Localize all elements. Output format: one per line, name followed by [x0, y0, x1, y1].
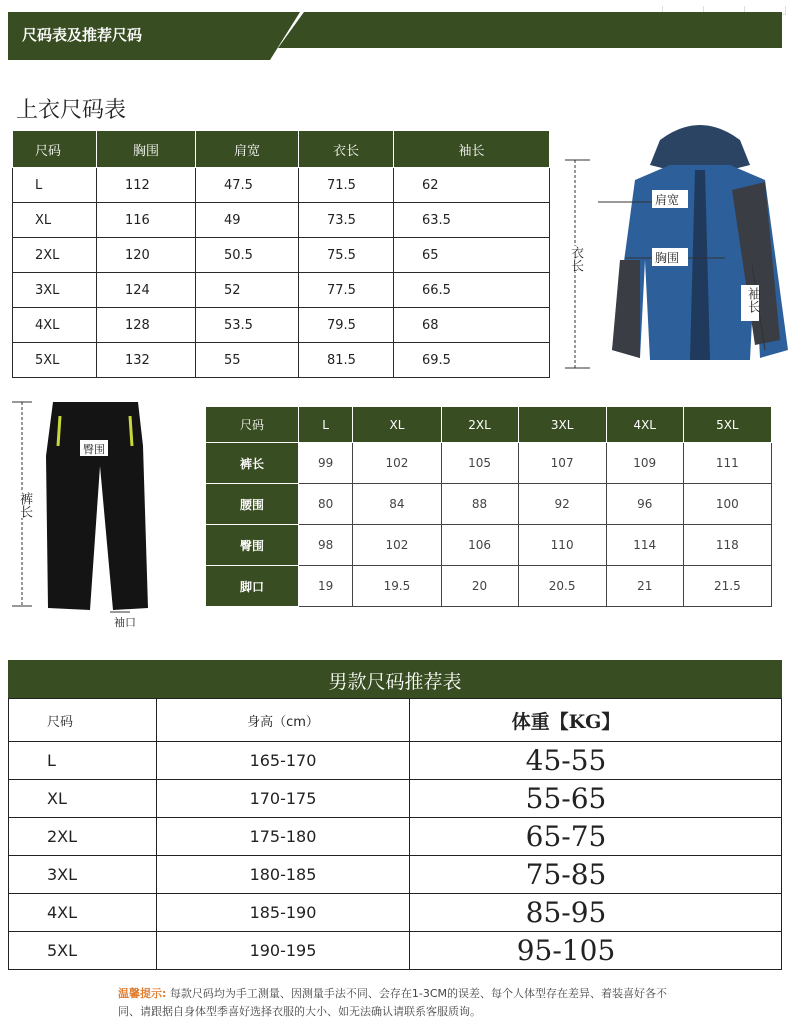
cell: 107: [518, 443, 606, 484]
cell: 100: [683, 484, 771, 525]
cell: 21.5: [683, 566, 771, 607]
cell: 21: [606, 566, 683, 607]
cell: 77.5: [299, 273, 394, 308]
table-row: [13, 273, 550, 308]
cell: 50.5: [196, 238, 299, 273]
cell: 65-75: [410, 818, 782, 856]
cell: 109: [606, 443, 683, 484]
cell: 88: [441, 484, 518, 525]
jacket-size-table: [12, 130, 550, 378]
col-header: 尺码: [206, 407, 299, 443]
size-note: [118, 985, 678, 1021]
cell: 62: [394, 168, 550, 203]
col-header: L: [299, 407, 353, 443]
cell: 3XL: [9, 856, 157, 894]
page-title: 尺码表及推荐尺码: [22, 26, 143, 44]
table-header-row: [13, 131, 550, 168]
cell: 49: [196, 203, 299, 238]
cell: XL: [13, 203, 97, 238]
cell: 52: [196, 273, 299, 308]
table-row: [9, 818, 782, 856]
cell: 190-195: [157, 932, 410, 970]
corner-grid-decoration: [622, 0, 790, 10]
table-row: [9, 742, 782, 780]
cell: 175-180: [157, 818, 410, 856]
cell: 63.5: [394, 203, 550, 238]
cell: 84: [353, 484, 441, 525]
cell: 111: [683, 443, 771, 484]
table-row: [206, 484, 772, 525]
figure-label-shoulder: 肩宽: [655, 193, 680, 207]
cell: 114: [606, 525, 683, 566]
cell: 81.5: [299, 343, 394, 378]
cell: 102: [353, 443, 441, 484]
col-header: 4XL: [606, 407, 683, 443]
cell: 66.5: [394, 273, 550, 308]
table-row: [9, 932, 782, 970]
cell: 118: [683, 525, 771, 566]
table-row: [9, 894, 782, 932]
cell: 19.5: [353, 566, 441, 607]
cell: 71.5: [299, 168, 394, 203]
cell: 116: [97, 203, 196, 238]
col-header: 袖长: [394, 131, 550, 168]
cell: 75-85: [410, 856, 782, 894]
cell: 4XL: [9, 894, 157, 932]
col-header: 衣长: [299, 131, 394, 168]
cell: 98: [299, 525, 353, 566]
cell: 80: [299, 484, 353, 525]
cell: 99: [299, 443, 353, 484]
cell: 4XL: [13, 308, 97, 343]
cell: 95-105: [410, 932, 782, 970]
col-header: 3XL: [518, 407, 606, 443]
cell: 5XL: [13, 343, 97, 378]
cell: 19: [299, 566, 353, 607]
table-row: [206, 566, 772, 607]
jacket-illustration: [560, 110, 790, 372]
cell: 20.5: [518, 566, 606, 607]
cell: 47.5: [196, 168, 299, 203]
table-row: [9, 856, 782, 894]
cell: 110: [518, 525, 606, 566]
cell: 45-55: [410, 742, 782, 780]
table-row: [206, 443, 772, 484]
cell: 75.5: [299, 238, 394, 273]
table-header-row: [206, 407, 772, 443]
cell: 5XL: [9, 932, 157, 970]
jacket-section-title: 上衣尺码表: [16, 98, 127, 123]
col-header: 肩宽: [196, 131, 299, 168]
cell: 124: [97, 273, 196, 308]
col-header: 体重【KG】: [410, 699, 782, 742]
table-row: [13, 308, 550, 343]
col-header: 5XL: [683, 407, 771, 443]
cell: 2XL: [13, 238, 97, 273]
cell: 55: [196, 343, 299, 378]
cell: 165-170: [157, 742, 410, 780]
cell: 185-190: [157, 894, 410, 932]
col-header: 胸围: [97, 131, 196, 168]
note-text: 每款尺码均为手工测量、因测量手法不同、会存在1-3CM的误差、每个人体型存在差异、着装喜好各不同、请跟据自身体型季喜好选择衣服的大小、如无法确认请联系客服质询。: [118, 987, 668, 1018]
figure-label-hip: 臀围: [83, 443, 105, 456]
table-header-row: [9, 699, 782, 742]
row-header: 臀围: [206, 525, 299, 566]
col-header: 尺码: [9, 699, 157, 742]
table-row: [9, 780, 782, 818]
row-header: 腰围: [206, 484, 299, 525]
recommend-table-title: 男款尺码推荐表: [8, 660, 782, 698]
cell: 53.5: [196, 308, 299, 343]
cell: 20: [441, 566, 518, 607]
table-row: [206, 525, 772, 566]
table-row: [13, 168, 550, 203]
cell: 120: [97, 238, 196, 273]
table-row: [13, 343, 550, 378]
cell: 92: [518, 484, 606, 525]
col-header: XL: [353, 407, 441, 443]
cell: 2XL: [9, 818, 157, 856]
col-header: 尺码: [13, 131, 97, 168]
cell: 180-185: [157, 856, 410, 894]
cell: 105: [441, 443, 518, 484]
cell: 106: [441, 525, 518, 566]
cell: 65: [394, 238, 550, 273]
cell: 69.5: [394, 343, 550, 378]
cell: L: [9, 742, 157, 780]
cell: 85-95: [410, 894, 782, 932]
cell: 79.5: [299, 308, 394, 343]
table-row: [13, 238, 550, 273]
cell: 55-65: [410, 780, 782, 818]
cell: 102: [353, 525, 441, 566]
col-header: 身高（cm）: [157, 699, 410, 742]
figure-label-pants-length: 裤长: [17, 492, 32, 518]
figure-label-hem: 袖口: [114, 616, 136, 629]
cell: 170-175: [157, 780, 410, 818]
row-header: 裤长: [206, 443, 299, 484]
row-header: 脚口: [206, 566, 299, 607]
cell: 73.5: [299, 203, 394, 238]
cell: L: [13, 168, 97, 203]
col-header: 2XL: [441, 407, 518, 443]
cell: 128: [97, 308, 196, 343]
cell: 3XL: [13, 273, 97, 308]
table-row: [13, 203, 550, 238]
cell: 96: [606, 484, 683, 525]
cell: 132: [97, 343, 196, 378]
figure-label-sleeve: 袖长: [745, 287, 760, 313]
pants-size-table: [205, 406, 772, 607]
cell: 112: [97, 168, 196, 203]
note-label: 温馨提示:: [118, 987, 167, 1000]
figure-label-length: 衣长: [568, 246, 583, 272]
figure-label-chest: 胸围: [655, 251, 680, 265]
recommend-size-table: [8, 698, 782, 970]
cell: XL: [9, 780, 157, 818]
cell: 68: [394, 308, 550, 343]
